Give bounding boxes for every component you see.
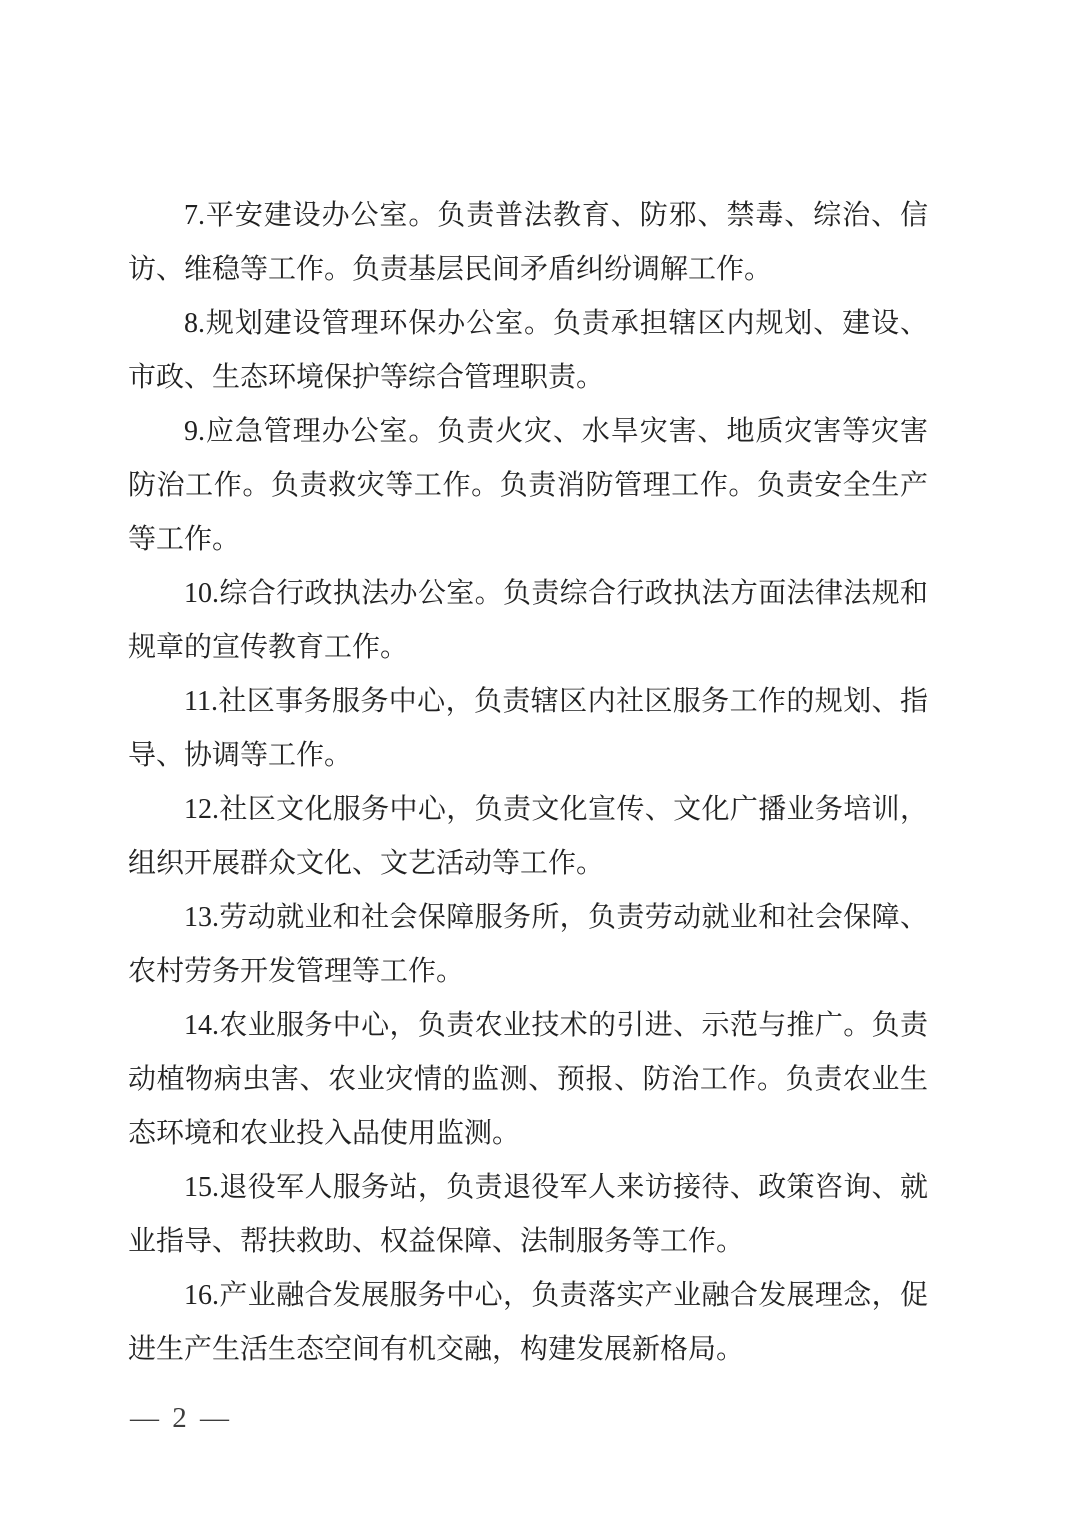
paragraph-item-14: 14.农业服务中心，负责农业技术的引进、示范与推广。负责动植物病虫害、农业灾情的监测、预报、防治工作。负责农业生态环境和农业投入品使用监测。 [128,1010,928,1149]
paragraph-item-11: 11.社区事务服务中心，负责辖区内社区服务工作的规划、指导、协调等工作。 [128,686,928,771]
paragraph-item-9: 9.应急管理办公室。负责火灾、水旱灾害、地质灾害等灾害防治工作。负责救灾等工作。负责消防管理工作。负责安全生产等工作。 [128,416,928,555]
paragraph-item-12: 12.社区文化服务中心，负责文化宣传、文化广播业务培训，组织开展群众文化、文艺活动等工作。 [128,794,928,879]
page-number: — 2 — [130,1402,232,1434]
paragraph-item-7: 7.平安建设办公室。负责普法教育、防邪、禁毒、综治、信访、维稳等工作。负责基层民间矛盾纠纷调解工作。 [128,200,928,285]
paragraph-item-15: 15.退役军人服务站，负责退役军人来访接待、政策咨询、就业指导、帮扶救助、权益保障、法制服务等工作。 [128,1172,928,1257]
document-body [128,189,928,1377]
paragraph-item-8: 8.规划建设管理环保办公室。负责承担辖区内规划、建设、市政、生态环境保护等综合管理职责。 [128,308,928,393]
paragraph-item-13: 13.劳动就业和社会保障服务所，负责劳动就业和社会保障、农村劳务开发管理等工作。 [128,902,928,987]
paragraph-item-16: 16.产业融合发展服务中心，负责落实产业融合发展理念，促进生产生活生态空间有机交融，构建发展新格局。 [128,1280,928,1365]
paragraph-item-10: 10.综合行政执法办公室。负责综合行政执法方面法律法规和规章的宣传教育工作。 [128,578,928,663]
